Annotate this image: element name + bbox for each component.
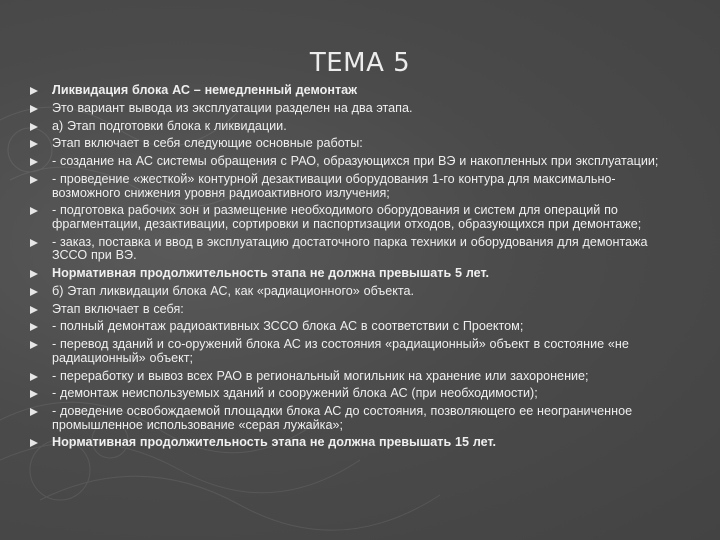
list-item-text: - заказ, поставка и ввод в эксплуатацию достаточного парка техники и оборудования для демонтажа ЗССО при ВЭ. <box>52 234 648 263</box>
triangle-bullet-icon <box>24 267 52 280</box>
triangle-bullet-icon <box>24 387 52 400</box>
list-item <box>24 120 696 134</box>
triangle-bullet-icon <box>24 173 52 186</box>
triangle-bullet-icon <box>24 436 52 449</box>
triangle-bullet-icon <box>24 320 52 333</box>
list-item-text: - полный демонтаж радиоактивных ЗССО блока АС в соответствии с Проектом; <box>52 319 524 334</box>
list-item-text: - проведение «жесткой» контурной дезактивации оборудования 1-го контура для максимально-возможного снижения уровня радиоактивного излучения; <box>52 171 616 200</box>
triangle-bullet-icon <box>24 285 52 298</box>
list-item-text: Этап включает в себя следующие основные работы: <box>52 136 363 151</box>
triangle-bullet-icon <box>24 204 52 217</box>
list-item <box>24 204 696 231</box>
list-item <box>24 303 696 317</box>
triangle-bullet-icon <box>24 370 52 383</box>
list-item-text: Этап включает в себя: <box>52 301 184 316</box>
list-item-text: Это вариант вывода из эксплуатации разделен на два этапа. <box>52 100 413 115</box>
list-item <box>24 320 696 334</box>
list-item <box>24 267 696 281</box>
list-item <box>24 370 696 384</box>
triangle-bullet-icon <box>24 120 52 133</box>
bullet-list <box>24 84 696 454</box>
list-item-text: - подготовка рабочих зон и размещение необходимого оборудования и систем для операций по фрагментации, дезактивации, сортировки и паспортизации отходов, образующихся при демонтаже; <box>52 203 642 231</box>
list-item-text: б) Этап ликвидации блока АС, как «радиационного» объекта. <box>52 283 415 298</box>
list-item-text: - переработку и вывоз всех РАО в региональный могильник на хранение или захоронение; <box>52 368 589 383</box>
triangle-bullet-icon <box>24 102 52 115</box>
list-item-text: Нормативная продолжительность этапа не должна превышать 15 лет. <box>52 435 497 450</box>
list-item <box>24 84 696 98</box>
triangle-bullet-icon <box>24 84 52 97</box>
list-item-text: Нормативная продолжительность этапа не должна превышать 5 лет. <box>52 266 490 281</box>
list-item-text: а) Этап подготовки блока к ликвидации. <box>52 118 287 133</box>
list-item <box>24 285 696 299</box>
list-item <box>24 387 696 401</box>
triangle-bullet-icon <box>24 303 52 316</box>
list-item-text: - перевод зданий и со-оружений блока АС из состояния «радиационный» объект в состояние «не радиационный» объект; <box>52 337 629 365</box>
slide-title <box>0 48 720 78</box>
list-item <box>24 405 696 432</box>
triangle-bullet-icon <box>24 405 52 418</box>
list-item <box>24 236 696 263</box>
triangle-bullet-icon <box>24 338 52 351</box>
list-item <box>24 155 696 169</box>
list-item-text: Ликвидация блока АС – немедленный демонтаж <box>52 83 358 97</box>
triangle-bullet-icon <box>24 137 52 150</box>
list-item <box>24 137 696 151</box>
slide-title-text: ТЕМА 5 <box>309 48 411 78</box>
list-item <box>24 436 696 450</box>
list-item <box>24 102 696 116</box>
list-item <box>24 338 696 365</box>
triangle-bullet-icon <box>24 155 52 168</box>
list-item <box>24 173 696 200</box>
list-item-text: - демонтаж неиспользуемых зданий и сооружений блока АС (при необходимости); <box>52 386 538 401</box>
list-item-text: - доведение освобождаемой площадки блока АС до состояния, позволяющего ее неограниченное промышленное использование «серая лужайка»; <box>52 404 633 432</box>
list-item-text: - создание на АС системы обращения с РАО, образующихся при ВЭ и накопленных при эксплуатации; <box>52 154 659 169</box>
triangle-bullet-icon <box>24 236 52 249</box>
